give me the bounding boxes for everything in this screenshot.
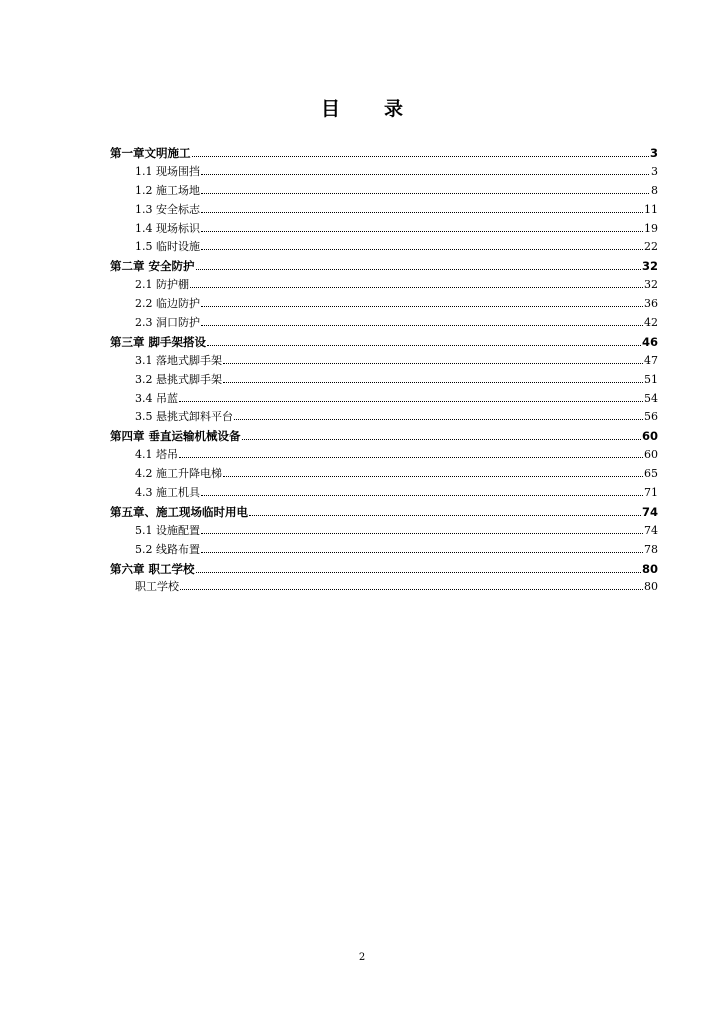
toc-entry-page-number: 8	[651, 183, 658, 197]
toc-chapter-entry[interactable]	[110, 427, 658, 446]
toc-section-entry[interactable]	[110, 182, 658, 201]
toc-chapter-entry[interactable]	[110, 333, 658, 352]
toc-entry-page-number: 56	[644, 410, 658, 424]
table-of-contents	[110, 144, 658, 597]
toc-section-entry[interactable]	[110, 314, 658, 333]
toc-section-entry[interactable]	[110, 446, 658, 465]
toc-entry-page-number: 32	[641, 259, 658, 274]
toc-entry-label: 5.2 线路布置	[135, 542, 200, 556]
toc-entry-page-number: 3	[649, 146, 658, 160]
toc-entry-label: 2.3 洞口防护	[135, 316, 200, 330]
toc-section-entry[interactable]	[110, 522, 658, 541]
toc-section-entry[interactable]	[110, 352, 658, 371]
toc-entry-label: 1.2 施工场地	[135, 183, 200, 197]
toc-section-entry[interactable]	[110, 541, 658, 560]
toc-chapter-entry[interactable]	[110, 560, 658, 579]
toc-section-entry[interactable]	[110, 484, 658, 503]
toc-dot-leader	[249, 505, 641, 516]
page-title: 目录	[320, 98, 447, 120]
toc-entry-label: 第四章 垂直运输机械设备	[110, 429, 241, 444]
toc-dot-leader	[201, 202, 643, 213]
toc-entry-label: 3.2 悬挑式脚手架	[135, 372, 222, 386]
toc-entry-page-number: 46	[641, 334, 658, 349]
toc-entry-label: 第五章、施工现场临时用电	[110, 504, 248, 519]
toc-section-entry[interactable]	[110, 220, 658, 239]
toc-dot-leader	[201, 221, 643, 232]
toc-section-entry[interactable]	[110, 238, 658, 257]
toc-entry-label: 2.1 防护棚	[135, 278, 189, 292]
toc-entry-label: 2.2 临边防护	[135, 297, 200, 311]
toc-entry-label: 1.4 现场标识	[135, 221, 200, 235]
toc-section-entry[interactable]	[110, 163, 658, 182]
toc-section-entry[interactable]	[110, 408, 658, 427]
toc-dot-leader	[223, 353, 643, 364]
toc-entry-label: 第六章 职工学校	[110, 561, 195, 576]
toc-dot-leader	[180, 579, 643, 590]
toc-dot-leader	[190, 277, 643, 288]
toc-dot-leader	[179, 391, 643, 402]
toc-dot-leader	[201, 164, 649, 175]
toc-chapter-entry[interactable]	[110, 503, 658, 522]
toc-entry-label: 4.2 施工升降电梯	[135, 467, 222, 481]
toc-entry-label: 第三章 脚手架搭设	[110, 334, 207, 349]
toc-entry-page-number: 80	[644, 580, 658, 594]
toc-dot-leader	[234, 409, 643, 420]
toc-entry-label: 第一章文明施工	[110, 146, 191, 160]
toc-dot-leader	[201, 239, 643, 250]
toc-dot-leader	[201, 542, 643, 553]
toc-section-entry[interactable]	[110, 578, 658, 597]
footer-page-number: 2	[358, 952, 366, 963]
toc-entry-page-number: 60	[644, 448, 658, 462]
toc-dot-leader	[179, 447, 643, 458]
toc-section-entry[interactable]	[110, 371, 658, 390]
toc-entry-label: 1.3 安全标志	[135, 202, 200, 216]
toc-entry-label: 4.1 塔吊	[135, 448, 178, 462]
toc-section-entry[interactable]	[110, 390, 658, 409]
toc-entry-page-number: 54	[644, 391, 658, 405]
toc-entry-page-number: 74	[644, 523, 658, 537]
toc-dot-leader	[201, 183, 649, 194]
toc-dot-leader	[242, 429, 641, 440]
toc-entry-page-number: 74	[641, 504, 658, 519]
toc-chapter-entry[interactable]	[110, 144, 658, 163]
toc-entry-page-number: 78	[644, 542, 658, 556]
toc-entry-page-number: 65	[644, 467, 658, 481]
toc-entry-label: 1.5 临时设施	[135, 240, 200, 254]
toc-dot-leader	[201, 315, 643, 326]
toc-section-entry[interactable]	[110, 201, 658, 220]
toc-entry-page-number: 51	[644, 372, 658, 386]
toc-entry-page-number: 19	[644, 221, 658, 235]
toc-chapter-entry[interactable]	[110, 257, 658, 276]
toc-entry-label: 职工学校	[135, 580, 179, 594]
toc-entry-page-number: 22	[644, 240, 658, 254]
toc-entry-label: 3.1 落地式脚手架	[135, 353, 222, 367]
toc-dot-leader	[223, 372, 643, 383]
toc-entry-page-number: 80	[641, 561, 658, 576]
toc-section-entry[interactable]	[110, 465, 658, 484]
toc-entry-page-number: 47	[644, 353, 658, 367]
toc-entry-page-number: 36	[644, 297, 658, 311]
toc-dot-leader	[201, 523, 643, 534]
toc-entry-label: 5.1 设施配置	[135, 523, 200, 537]
toc-entry-page-number: 60	[641, 429, 658, 444]
toc-dot-leader	[207, 335, 641, 346]
toc-entry-label: 3.5 悬挑式卸料平台	[135, 410, 233, 424]
toc-dot-leader	[201, 485, 643, 496]
toc-entry-page-number: 42	[644, 316, 658, 330]
toc-dot-leader	[192, 146, 649, 157]
toc-entry-page-number: 3	[651, 164, 658, 178]
toc-dot-leader	[201, 296, 643, 307]
toc-entry-label: 3.4 吊蓝	[135, 391, 178, 405]
toc-entry-label: 第二章 安全防护	[110, 259, 195, 274]
toc-section-entry[interactable]	[110, 276, 658, 295]
toc-entry-page-number: 71	[644, 486, 658, 500]
toc-entry-label: 4.3 施工机具	[135, 486, 200, 500]
toc-dot-leader	[196, 562, 641, 573]
toc-entry-label: 1.1 现场围挡	[135, 164, 200, 178]
toc-section-entry[interactable]	[110, 295, 658, 314]
toc-entry-page-number: 11	[644, 202, 658, 216]
toc-dot-leader	[196, 259, 641, 270]
toc-dot-leader	[223, 466, 643, 477]
toc-entry-page-number: 32	[644, 278, 658, 292]
